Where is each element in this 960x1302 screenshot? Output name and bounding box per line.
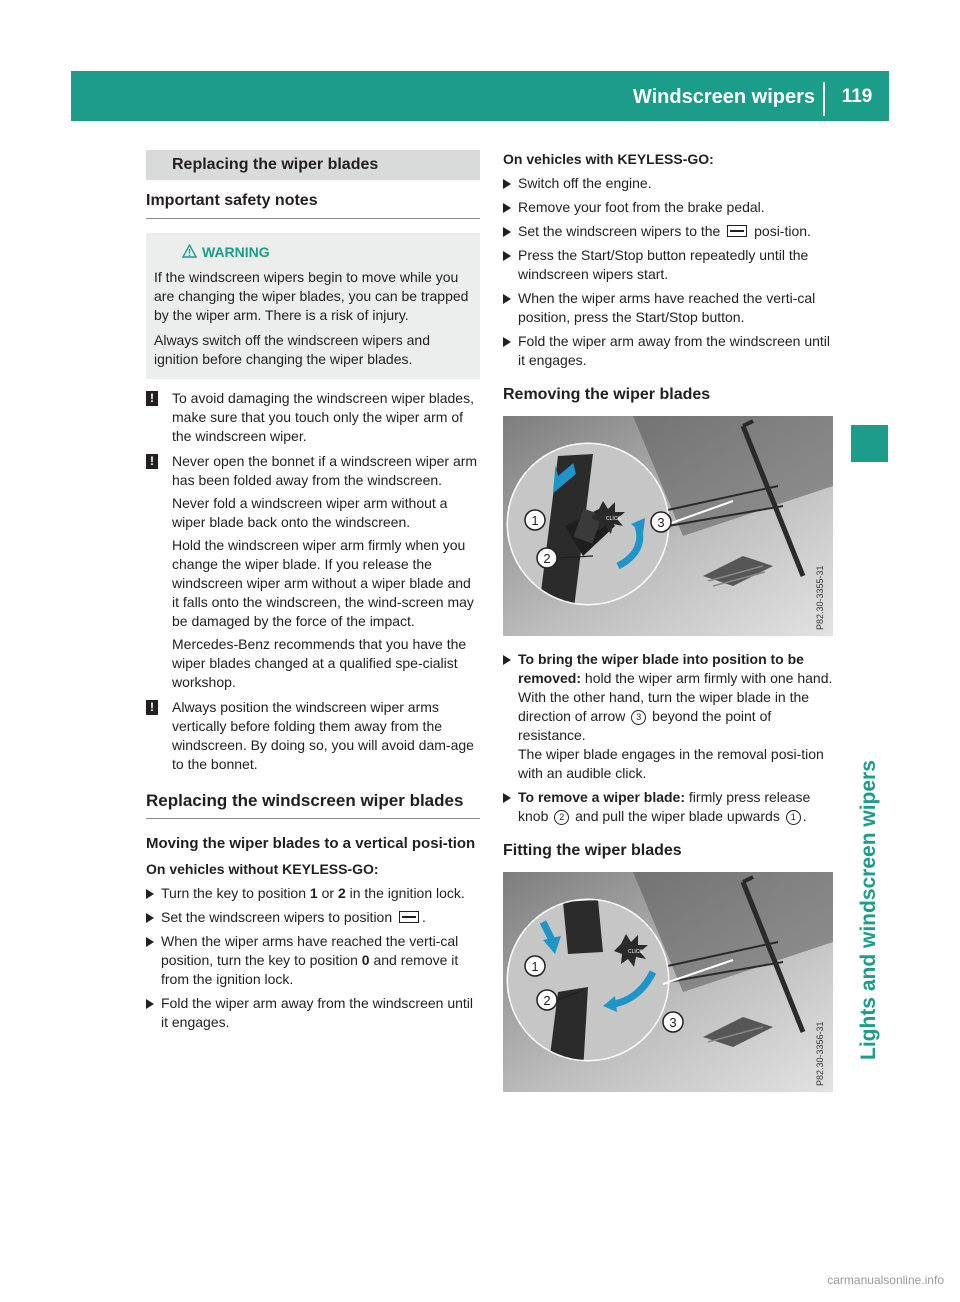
heading-fitting-blades: Fitting the wiper blades [503, 842, 682, 859]
note-text: Hold the windscreen wiper arm firmly when you change the wiper blade. If you release the windscreen wiper arm without a wiper blade and it falls onto the windscreen, the wind-screen may be damaged by the force of the impact. [172, 537, 474, 629]
step-arrow-icon [146, 937, 154, 947]
instruction-step [146, 884, 480, 903]
note-text: Mercedes-Benz recommends that you have the wiper blades changed at a qualified spe-cialist workshop. [172, 636, 467, 690]
instruction-step [146, 994, 480, 1032]
step-title: To bring the wiper blade into position to be removed: [518, 651, 804, 686]
key-position: 0 [361, 952, 370, 968]
heading-safety-notes: Important safety notes [146, 190, 480, 219]
left-column [146, 150, 480, 1037]
step-text: posi-tion. [750, 223, 811, 239]
header-separator [823, 82, 825, 116]
warning-title [154, 243, 472, 262]
instruction-step [503, 198, 837, 217]
step-text: Remove your foot from the brake pedal. [518, 199, 765, 215]
figure-code: P82.30-3355-31 [815, 565, 825, 630]
step-text: When the wiper arms have reached the verti-cal position, press the Start/Stop button. [518, 290, 816, 325]
figure-fitting-blade [503, 872, 833, 1092]
step-arrow-icon [146, 999, 154, 1009]
heading-with-keyless: On vehicles with KEYLESS-GO: [503, 151, 714, 167]
step-text: or [317, 885, 338, 901]
heading-replacing-blades: Replacing the windscreen wiper blades [146, 790, 480, 819]
heading-without-keyless: On vehicles without KEYLESS-GO: [146, 861, 379, 877]
instruction-step [146, 908, 480, 927]
instruction-step [503, 246, 837, 284]
step-arrow-icon [503, 203, 511, 213]
step-arrow-icon [503, 179, 511, 189]
step-text: Switch off the engine. [518, 175, 652, 191]
warning-text: Always switch off the windscreen wipers and ignition before changing the wiper blades. [154, 332, 430, 367]
note-item [146, 389, 480, 446]
heading-removing-blades: Removing the wiper blades [503, 386, 711, 403]
step-text: Set the windscreen wipers to the [518, 223, 725, 239]
step-text: beyond the point of resistance. [518, 708, 772, 743]
step-text: . [802, 808, 807, 824]
note-item [146, 452, 480, 692]
note-text: Always position the windscreen wiper arms vertically before folding them away from the windscreen. By doing so, you will avoid dam-age to the bonnet. [172, 699, 474, 772]
step-text: When the wiper arms have reached the verti-cal position, turn the key to position [161, 933, 459, 968]
step-arrow-icon [146, 913, 154, 923]
step-text: in the ignition lock. [345, 885, 465, 901]
note-exclamation-icon: ! [146, 700, 158, 715]
step-text: Press the Start/Stop button repeatedly until the windscreen wipers start. [518, 247, 809, 282]
step-text: . [422, 909, 426, 925]
callout-2-label: 2 [543, 551, 551, 566]
note-text: Never fold a windscreen wiper arm without a wiper blade back onto the windscreen. [172, 495, 448, 530]
section-banner: Replacing the wiper blades [146, 150, 480, 180]
step-text: The wiper blade engages in the removal posi-tion with an audible click. [518, 746, 824, 781]
step-text: Turn the key to position [161, 885, 310, 901]
callout-3-ref: 3 [631, 710, 646, 725]
instruction-step [503, 332, 837, 370]
note-text: Never open the bonnet if a windscreen wiper arm has been folded away from the windscreen. [172, 453, 478, 488]
note-item [146, 698, 480, 774]
click-badge: CLICK [628, 949, 643, 955]
illustration-removing [503, 416, 833, 636]
warning-triangle-icon [182, 244, 197, 258]
callout-2-ref: 2 [554, 810, 569, 825]
watermark: carmanualsonline.info [827, 1273, 944, 1287]
heading-moving-vertical: Moving the wiper blades to a vertical posi-tion [146, 835, 476, 852]
instruction-step [503, 289, 837, 327]
key-position: 2 [337, 885, 346, 901]
right-column [503, 150, 837, 1106]
step-arrow-icon [503, 294, 511, 304]
step-text: Set the windscreen wipers to position [161, 909, 397, 925]
callout-2-label: 2 [543, 993, 551, 1008]
warning-text: If the windscreen wipers begin to move while you are changing the wiper blades, you can be trapped by the wiper arm. There is a risk of injury. [154, 269, 469, 323]
callout-3-label: 3 [657, 515, 665, 530]
wiper-position-icon [727, 225, 747, 237]
note-exclamation-icon: ! [146, 391, 158, 406]
instruction-step [503, 650, 837, 783]
figure-removing-blade [503, 416, 833, 636]
instruction-step [503, 788, 837, 826]
step-arrow-icon [146, 889, 154, 899]
wiper-position-icon [399, 911, 419, 923]
step-text: and remove it from the ignition lock. [161, 952, 459, 987]
step-text: Fold the wiper arm away from the windscreen until it engages. [161, 995, 474, 1030]
step-text: hold the wiper arm firmly with one hand. With the other hand, turn the wiper blade in the direction of arrow [518, 670, 833, 724]
warning-box [146, 233, 480, 379]
illustration-fitting [503, 872, 833, 1092]
instruction-step [503, 174, 837, 193]
note-text: To avoid damaging the windscreen wiper blades, make sure that you touch only the wiper arm of the windscreen wiper. [172, 390, 474, 444]
key-position: 1 [309, 885, 318, 901]
warning-title-text: WARNING [202, 244, 270, 260]
callout-1-label: 1 [531, 513, 539, 528]
click-badge: CLICK [606, 516, 621, 522]
side-tab-block [851, 425, 888, 462]
figure-code: P82.30-3356-31 [815, 1021, 825, 1086]
step-title: To remove a wiper blade: [518, 789, 686, 805]
callout-1-ref: 1 [786, 810, 801, 825]
side-tab-label: Lights and windscreen wipers [857, 760, 880, 1060]
page-number: 119 [841, 86, 873, 107]
step-arrow-icon [503, 793, 511, 803]
step-arrow-icon [503, 655, 511, 665]
step-arrow-icon [503, 227, 511, 237]
step-arrow-icon [503, 251, 511, 261]
header-bar [71, 71, 889, 121]
step-text: firmly press release knob [518, 789, 811, 824]
instruction-step [503, 222, 837, 241]
callout-3-label: 3 [669, 1015, 677, 1030]
instruction-step [146, 932, 480, 989]
header-title: Windscreen wipers [632, 86, 815, 108]
step-text: Fold the wiper arm away from the windscreen until it engages. [518, 333, 831, 368]
callout-1-label: 1 [531, 959, 539, 974]
note-exclamation-icon: ! [146, 454, 158, 469]
step-text: and pull the wiper blade upwards [571, 808, 784, 824]
step-arrow-icon [503, 337, 511, 347]
